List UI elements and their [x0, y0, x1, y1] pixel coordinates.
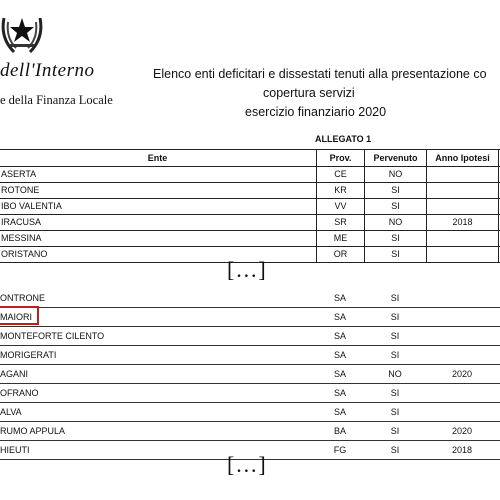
cell-prov: SA [316, 403, 364, 422]
cell-ente: ORISTANO [0, 247, 317, 263]
table-header-row [0, 150, 500, 167]
cell-prov: SR [317, 215, 365, 231]
cell-pervenuto: SI [364, 441, 426, 460]
star-emblem-icon [0, 8, 44, 56]
cell-anno [427, 167, 499, 183]
column-header-anno-ipotesi: Anno Ipotesi [427, 150, 499, 167]
cell-pervenuto: SI [364, 289, 426, 308]
omission-ellipsis: […] [227, 452, 267, 477]
cell-pervenuto: SI [365, 199, 427, 215]
cell-prov: SA [316, 384, 364, 403]
enti-table-bottom [0, 289, 500, 460]
cell-ente: MAIORI [0, 308, 316, 327]
table-row [0, 403, 500, 422]
cell-ente: MONTEFORTE CILENTO [0, 327, 316, 346]
cell-ente: ONTRONE [0, 289, 316, 308]
cell-prov: SA [316, 327, 364, 346]
cell-ente: ALVA [0, 403, 316, 422]
cell-pervenuto: SI [365, 231, 427, 247]
cell-prov: ME [317, 231, 365, 247]
table-row [0, 167, 500, 183]
cell-prov: FG [316, 441, 364, 460]
cell-prov: KR [317, 183, 365, 199]
cell-pervenuto: SI [364, 384, 426, 403]
cell-anno: 2020 [426, 422, 498, 441]
cell-prov: CE [317, 167, 365, 183]
cell-prov: VV [317, 199, 365, 215]
table-row [0, 422, 500, 441]
cell-ente: MESSINA [0, 231, 317, 247]
cell-ente: HIEUTI [0, 441, 316, 460]
table-row [0, 308, 500, 327]
cell-pervenuto: SI [364, 346, 426, 365]
cell-anno: 2018 [426, 441, 498, 460]
cell-anno [426, 327, 498, 346]
column-header-ente: Ente [0, 150, 317, 167]
table-row [0, 384, 500, 403]
omission-ellipsis: […] [227, 257, 267, 282]
cell-ente: RUMO APPULA [0, 422, 316, 441]
cell-ente: IBO VALENTIA [0, 199, 317, 215]
cell-pervenuto: SI [365, 247, 427, 263]
cell-anno: 2020 [426, 365, 498, 384]
cell-prov: SA [316, 308, 364, 327]
cell-ente: IRACUSA [0, 215, 317, 231]
ministry-name: dell'Interno [0, 60, 95, 81]
cell-prov: SA [316, 365, 364, 384]
cell-anno [427, 247, 499, 263]
table-row [0, 327, 500, 346]
column-header-prov: Prov. [317, 150, 365, 167]
cell-anno [427, 231, 499, 247]
table-row [0, 215, 500, 231]
table-row [0, 346, 500, 365]
table-row [0, 365, 500, 384]
table-row [0, 183, 500, 199]
cell-anno [427, 183, 499, 199]
maiori-highlight-box [0, 306, 39, 325]
document-title-line-3: esercizio finanziario 2020 [245, 105, 387, 119]
cell-ente: AGANI [0, 365, 316, 384]
ministry-department: e della Finanza Locale [0, 93, 113, 107]
allegato-label: ALLEGATO 1 [315, 134, 372, 144]
cell-anno [426, 289, 498, 308]
cell-prov: SA [316, 346, 364, 365]
cell-pervenuto: SI [364, 403, 426, 422]
cell-ente: MORIGERATI [0, 346, 316, 365]
document-title-line-1: Elenco enti deficitari e dissestati tenuti alla presentazione co [153, 67, 487, 81]
cell-pervenuto: NO [364, 365, 426, 384]
cell-ente: OFRANO [0, 384, 316, 403]
cell-anno [426, 403, 498, 422]
table-row [0, 199, 500, 215]
document-title-line-2: copertura servizi [263, 86, 355, 100]
cell-anno [426, 384, 498, 403]
cell-ente: ROTONE [0, 183, 317, 199]
cell-prov: OR [317, 247, 365, 263]
table-row [0, 289, 500, 308]
cell-pervenuto: SI [365, 183, 427, 199]
cell-pervenuto: SI [364, 308, 426, 327]
cell-pervenuto: SI [364, 422, 426, 441]
cell-anno [426, 308, 498, 327]
cell-pervenuto: SI [364, 327, 426, 346]
cell-anno: 2018 [427, 215, 499, 231]
cell-pervenuto: NO [365, 215, 427, 231]
column-header-pervenuto: Pervenuto [365, 150, 427, 167]
cell-prov: BA [316, 422, 364, 441]
cell-ente: ASERTA [0, 167, 317, 183]
table-row [0, 231, 500, 247]
enti-table-top [0, 149, 500, 263]
cell-pervenuto: NO [365, 167, 427, 183]
cell-prov: SA [316, 289, 364, 308]
cell-anno [427, 199, 499, 215]
cell-anno [426, 346, 498, 365]
